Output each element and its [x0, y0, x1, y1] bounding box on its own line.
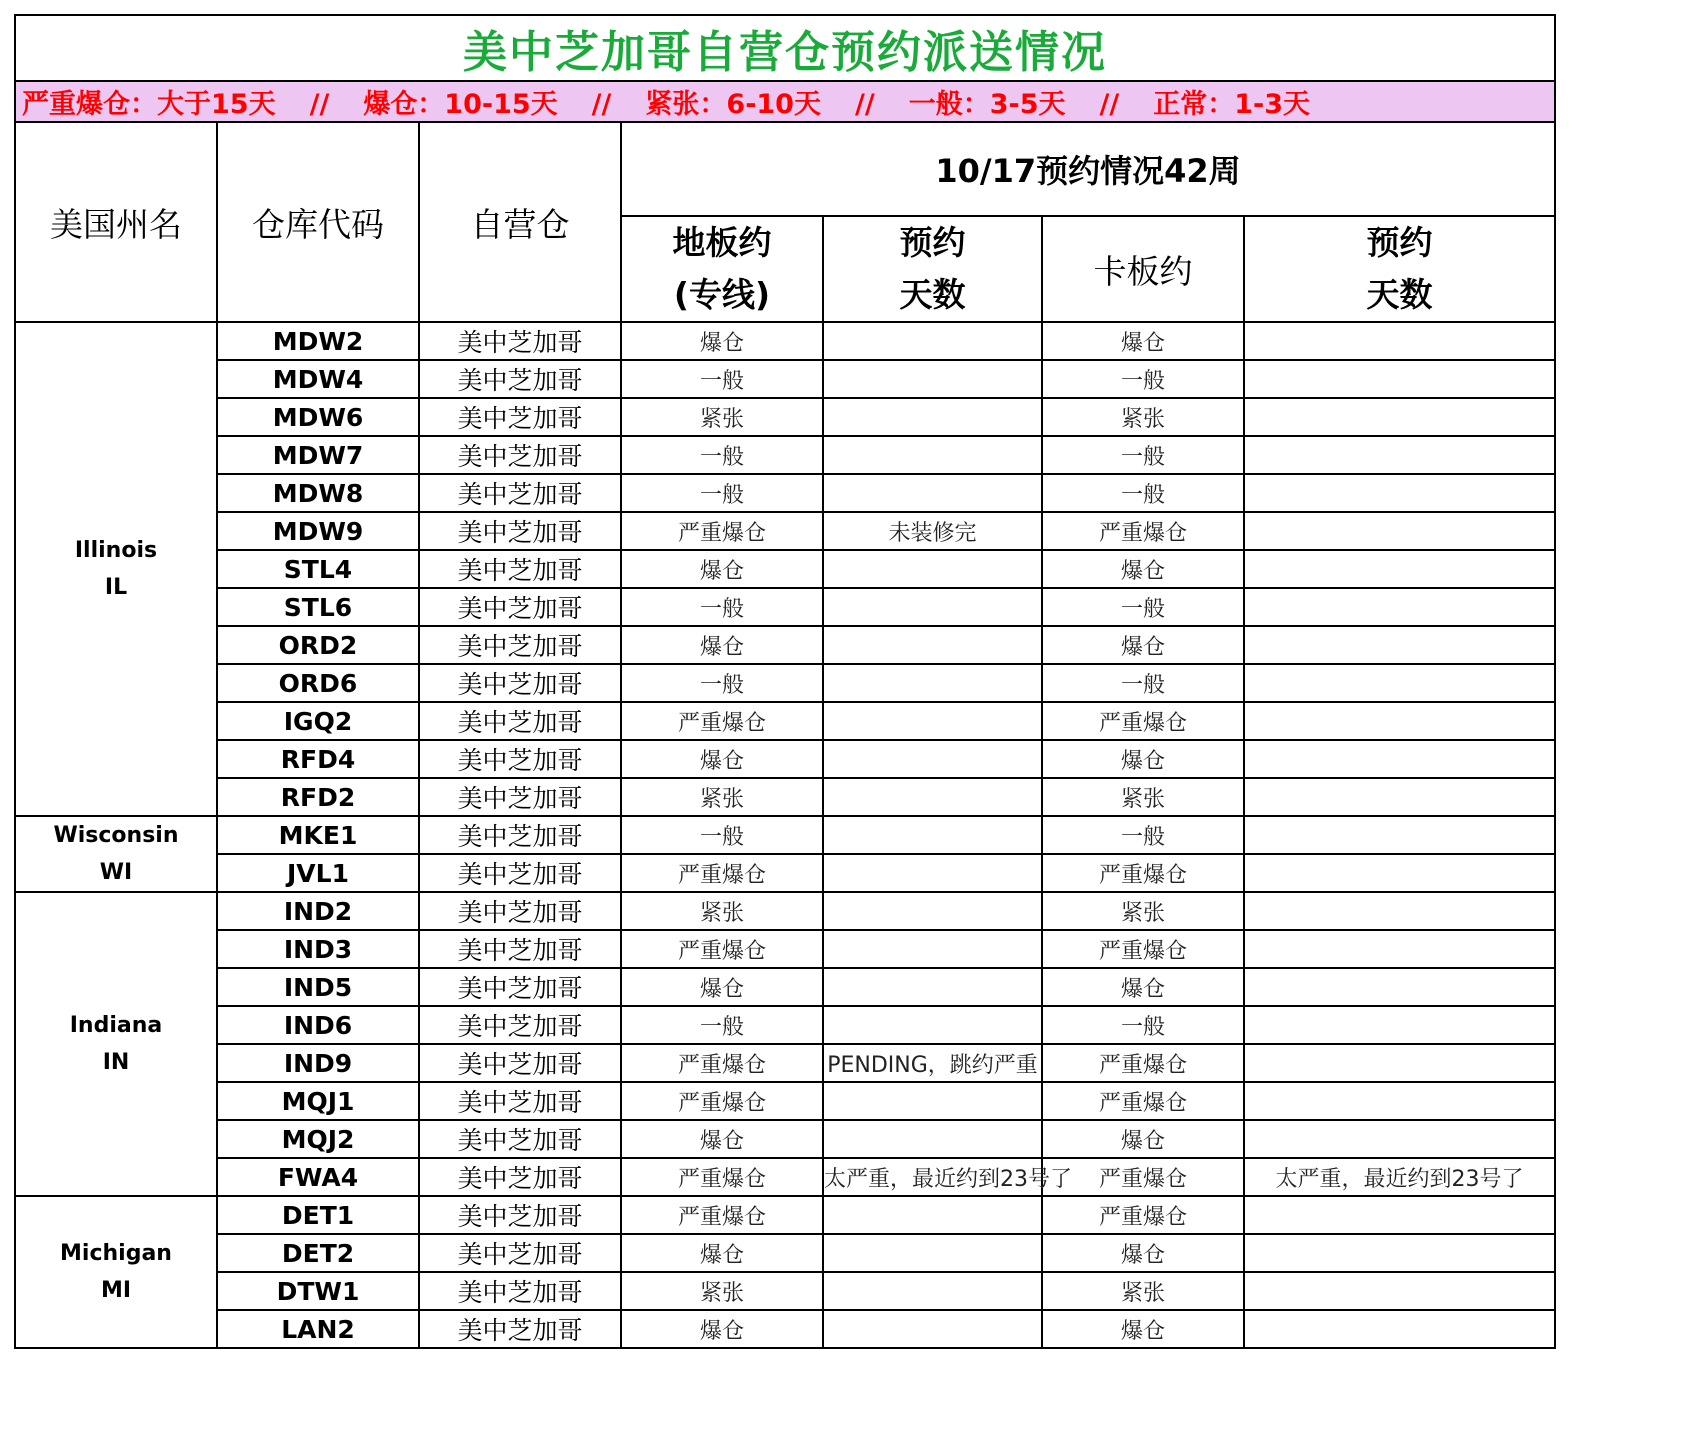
warehouse-name-cell[interactable]: 美中芝加哥 [419, 474, 621, 512]
table-row [15, 588, 1555, 626]
warehouse-code-cell[interactable]: IND5 [217, 968, 419, 1006]
floor-days-cell[interactable] [823, 930, 1042, 968]
state-abbr: IN [102, 1050, 130, 1075]
state-name: Illinois [74, 538, 158, 563]
warehouse-code-cell[interactable]: DTW1 [217, 1272, 419, 1310]
floor-days-cell[interactable] [823, 626, 1042, 664]
warehouse-name-cell[interactable]: 美中芝加哥 [419, 1006, 621, 1044]
floor-days-cell[interactable] [823, 664, 1042, 702]
warehouse-code-cell[interactable]: IND3 [217, 930, 419, 968]
warehouse-name-cell[interactable]: 美中芝加哥 [419, 1082, 621, 1120]
header-pallet-days[interactable] [1244, 216, 1555, 322]
state-name: Wisconsin [53, 823, 179, 848]
pallet-days-cell[interactable] [1244, 740, 1555, 778]
pallet-status-cell[interactable]: 一般 [1042, 360, 1244, 398]
warehouse-code-cell[interactable]: MQJ1 [217, 1082, 419, 1120]
floor-status-cell[interactable]: 严重爆仓 [621, 854, 823, 892]
warehouse-name-cell[interactable]: 美中芝加哥 [419, 1044, 621, 1082]
table-row [15, 702, 1555, 740]
warehouse-code-cell[interactable]: RFD4 [217, 740, 419, 778]
warehouse-code-cell[interactable]: ORD6 [217, 664, 419, 702]
pallet-status-cell[interactable]: 爆仓 [1042, 550, 1244, 588]
floor-status-cell[interactable]: 爆仓 [621, 1120, 823, 1158]
pallet-status-cell[interactable]: 爆仓 [1042, 322, 1244, 360]
floor-days-cell[interactable] [823, 892, 1042, 930]
floor-status-cell[interactable]: 一般 [621, 436, 823, 474]
pallet-days-cell[interactable] [1244, 1196, 1555, 1234]
warehouse-code-cell[interactable]: FWA4 [217, 1158, 419, 1196]
floor-status-cell[interactable]: 一般 [621, 816, 823, 854]
floor-status-cell[interactable]: 爆仓 [621, 968, 823, 1006]
legend-item: 正常：1-3天 [1153, 89, 1311, 120]
pallet-status-cell[interactable]: 紧张 [1042, 1272, 1244, 1310]
floor-days-cell[interactable] [823, 1234, 1042, 1272]
sheet-body [15, 15, 1555, 1348]
warehouse-name-cell[interactable]: 美中芝加哥 [419, 702, 621, 740]
pallet-days-cell[interactable] [1244, 360, 1555, 398]
table-row [15, 930, 1555, 968]
pallet-days-cell[interactable] [1244, 664, 1555, 702]
floor-status-cell[interactable]: 紧张 [621, 892, 823, 930]
table-row [15, 1120, 1555, 1158]
floor-status-cell[interactable]: 一般 [621, 474, 823, 512]
pallet-status-cell[interactable]: 紧张 [1042, 778, 1244, 816]
warehouse-code-cell[interactable]: MKE1 [217, 816, 419, 854]
table-row [15, 816, 1555, 854]
warehouse-code-cell[interactable]: DET1 [217, 1196, 419, 1234]
pallet-days-cell[interactable] [1244, 512, 1555, 550]
pallet-status-cell[interactable]: 严重爆仓 [1042, 854, 1244, 892]
table-row [15, 322, 1555, 360]
warehouse-name-cell[interactable]: 美中芝加哥 [419, 512, 621, 550]
pallet-status-cell[interactable]: 严重爆仓 [1042, 1044, 1244, 1082]
floor-status-cell[interactable]: 严重爆仓 [621, 1158, 823, 1196]
table-row [15, 1272, 1555, 1310]
legend-separator: // [1099, 89, 1120, 120]
warehouse-name-cell[interactable]: 美中芝加哥 [419, 778, 621, 816]
legend-separator: // [309, 89, 330, 120]
floor-days-cell[interactable] [823, 1196, 1042, 1234]
warehouse-code-cell[interactable]: MDW7 [217, 436, 419, 474]
pallet-status-cell[interactable]: 一般 [1042, 588, 1244, 626]
pallet-status-cell[interactable]: 一般 [1042, 474, 1244, 512]
warehouse-name-cell[interactable]: 美中芝加哥 [419, 1310, 621, 1348]
warehouse-code-cell[interactable]: IND9 [217, 1044, 419, 1082]
floor-status-cell[interactable]: 一般 [621, 588, 823, 626]
table-row [15, 892, 1555, 930]
pallet-days-cell[interactable] [1244, 778, 1555, 816]
state-abbr: MI [100, 1278, 132, 1303]
state-cell[interactable] [15, 322, 217, 816]
floor-days-cell[interactable] [823, 436, 1042, 474]
pallet-status-cell[interactable]: 爆仓 [1042, 740, 1244, 778]
warehouse-name-cell[interactable]: 美中芝加哥 [419, 626, 621, 664]
pallet-days-cell[interactable] [1244, 436, 1555, 474]
legend-item: 一般：3-5天 [908, 89, 1066, 120]
table-row [15, 778, 1555, 816]
floor-status-cell[interactable]: 严重爆仓 [621, 512, 823, 550]
pallet-status-cell[interactable]: 严重爆仓 [1042, 512, 1244, 550]
floor-status-cell[interactable]: 爆仓 [621, 550, 823, 588]
pallet-days-cell[interactable] [1244, 930, 1555, 968]
table-row [15, 1044, 1555, 1082]
warehouse-code-cell[interactable]: STL4 [217, 550, 419, 588]
pallet-days-cell[interactable] [1244, 892, 1555, 930]
pallet-days-cell[interactable] [1244, 550, 1555, 588]
floor-days-cell[interactable] [823, 1120, 1042, 1158]
pallet-status-cell[interactable]: 紧张 [1042, 398, 1244, 436]
pallet-status-cell[interactable]: 一般 [1042, 1006, 1244, 1044]
state-cell[interactable] [15, 816, 217, 892]
floor-status-cell[interactable]: 严重爆仓 [621, 1044, 823, 1082]
pallet-days-cell[interactable] [1244, 1120, 1555, 1158]
table-row [15, 664, 1555, 702]
warehouse-name-cell[interactable]: 美中芝加哥 [419, 550, 621, 588]
pallet-days-cell[interactable] [1244, 1082, 1555, 1120]
pallet-days-cell[interactable] [1244, 1044, 1555, 1082]
pallet-days-cell[interactable] [1244, 1310, 1555, 1348]
state-abbr: IL [104, 575, 128, 600]
header-floor-days-line2: 天数 [899, 275, 966, 314]
warehouse-name-cell[interactable]: 美中芝加哥 [419, 1196, 621, 1234]
table-row [15, 550, 1555, 588]
pallet-status-cell[interactable]: 爆仓 [1042, 626, 1244, 664]
floor-status-cell[interactable]: 严重爆仓 [621, 1196, 823, 1234]
warehouse-code-cell[interactable]: IND6 [217, 1006, 419, 1044]
table-row [15, 398, 1555, 436]
legend-separator: // [591, 89, 612, 120]
pallet-status-cell[interactable]: 一般 [1042, 664, 1244, 702]
state-abbr: WI [99, 860, 133, 885]
pallet-status-cell[interactable]: 严重爆仓 [1042, 1196, 1244, 1234]
warehouse-code-cell[interactable]: MDW8 [217, 474, 419, 512]
spreadsheet-table [14, 14, 1556, 1349]
header-floor-line1: 地板约 [672, 223, 772, 262]
table-row [15, 512, 1555, 550]
floor-days-cell[interactable] [823, 1006, 1042, 1044]
pallet-days-cell[interactable] [1244, 702, 1555, 740]
table-row [15, 1196, 1555, 1234]
floor-days-cell[interactable] [823, 398, 1042, 436]
warehouse-name-cell[interactable]: 美中芝加哥 [419, 322, 621, 360]
floor-status-cell[interactable]: 爆仓 [621, 322, 823, 360]
legend-separator: // [854, 89, 875, 120]
state-cell[interactable] [15, 1196, 217, 1348]
header-code[interactable]: 仓库代码 [217, 122, 419, 322]
state-cell[interactable] [15, 892, 217, 1196]
warehouse-code-cell[interactable]: ORD2 [217, 626, 419, 664]
legend-row[interactable] [15, 81, 1555, 122]
legend-item: 紧张：6-10天 [645, 89, 821, 120]
floor-days-cell[interactable] [823, 778, 1042, 816]
floor-status-cell[interactable]: 紧张 [621, 778, 823, 816]
warehouse-code-cell[interactable]: MDW2 [217, 322, 419, 360]
sheet-title[interactable]: 美中芝加哥自营仓预约派送情况 [15, 15, 1555, 81]
table-row [15, 360, 1555, 398]
pallet-status-cell[interactable]: 严重爆仓 [1042, 702, 1244, 740]
header-week[interactable]: 10/17预约情况42周 [621, 122, 1555, 216]
header-state[interactable]: 美国州名 [15, 122, 217, 322]
warehouse-name-cell[interactable]: 美中芝加哥 [419, 1120, 621, 1158]
floor-status-cell[interactable]: 一般 [621, 1006, 823, 1044]
header-pallet-days-line1: 预约 [1366, 223, 1433, 262]
floor-status-cell[interactable]: 爆仓 [621, 1234, 823, 1272]
pallet-status-cell[interactable]: 严重爆仓 [1042, 1158, 1244, 1196]
floor-status-cell[interactable]: 严重爆仓 [621, 1082, 823, 1120]
floor-days-cell[interactable] [823, 322, 1042, 360]
warehouse-name-cell[interactable]: 美中芝加哥 [419, 1158, 621, 1196]
table-row [15, 1234, 1555, 1272]
table-row [15, 1082, 1555, 1120]
warehouse-code-cell[interactable]: MDW6 [217, 398, 419, 436]
table-row [15, 1158, 1555, 1196]
floor-status-cell[interactable]: 爆仓 [621, 1310, 823, 1348]
table-row [15, 740, 1555, 778]
pallet-status-cell[interactable]: 严重爆仓 [1042, 1082, 1244, 1120]
warehouse-code-cell[interactable]: MDW4 [217, 360, 419, 398]
warehouse-name-cell[interactable]: 美中芝加哥 [419, 398, 621, 436]
table-row [15, 626, 1555, 664]
header-warehouse[interactable]: 自营仓 [419, 122, 621, 322]
floor-days-cell[interactable] [823, 1310, 1042, 1348]
table-row [15, 436, 1555, 474]
floor-days-cell[interactable] [823, 816, 1042, 854]
warehouse-name-cell[interactable]: 美中芝加哥 [419, 968, 621, 1006]
pallet-status-cell[interactable]: 爆仓 [1042, 1310, 1244, 1348]
warehouse-name-cell[interactable]: 美中芝加哥 [419, 664, 621, 702]
warehouse-name-cell[interactable]: 美中芝加哥 [419, 892, 621, 930]
warehouse-code-cell[interactable]: IGQ2 [217, 702, 419, 740]
floor-status-cell[interactable]: 紧张 [621, 398, 823, 436]
floor-days-cell[interactable] [823, 360, 1042, 398]
floor-days-cell[interactable] [823, 588, 1042, 626]
floor-status-cell[interactable]: 爆仓 [621, 626, 823, 664]
warehouse-name-cell[interactable]: 美中芝加哥 [419, 1272, 621, 1310]
pallet-days-cell[interactable] [1244, 1234, 1555, 1272]
pallet-days-cell[interactable] [1244, 1006, 1555, 1044]
pallet-days-cell[interactable] [1244, 474, 1555, 512]
pallet-days-cell[interactable] [1244, 398, 1555, 436]
floor-status-cell[interactable]: 严重爆仓 [621, 930, 823, 968]
pallet-days-cell[interactable] [1244, 322, 1555, 360]
warehouse-name-cell[interactable]: 美中芝加哥 [419, 816, 621, 854]
warehouse-name-cell[interactable]: 美中芝加哥 [419, 588, 621, 626]
floor-days-cell[interactable] [823, 1082, 1042, 1120]
warehouse-code-cell[interactable]: IND2 [217, 892, 419, 930]
warehouse-code-cell[interactable]: MQJ2 [217, 1120, 419, 1158]
warehouse-code-cell[interactable]: JVL1 [217, 854, 419, 892]
header-pallet-days-line2: 天数 [1366, 275, 1433, 314]
header-floor-days[interactable] [823, 216, 1042, 322]
floor-days-cell[interactable] [823, 854, 1042, 892]
warehouse-code-cell[interactable]: LAN2 [217, 1310, 419, 1348]
warehouse-code-cell[interactable]: DET2 [217, 1234, 419, 1272]
pallet-status-cell[interactable]: 紧张 [1042, 892, 1244, 930]
pallet-days-cell[interactable] [1244, 968, 1555, 1006]
pallet-status-cell[interactable]: 爆仓 [1042, 968, 1244, 1006]
pallet-days-cell[interactable] [1244, 854, 1555, 892]
pallet-days-cell[interactable] [1244, 816, 1555, 854]
header-floor-line2: (专线) [673, 275, 771, 314]
floor-days-cell[interactable]: 太严重，最近约到23号了 [823, 1158, 1042, 1196]
legend-item: 爆仓：10-15天 [363, 89, 558, 120]
header-pallet[interactable]: 卡板约 [1042, 216, 1244, 322]
warehouse-name-cell[interactable]: 美中芝加哥 [419, 930, 621, 968]
pallet-days-cell[interactable]: 太严重，最近约到23号了 [1244, 1158, 1555, 1196]
table-row [15, 854, 1555, 892]
floor-days-cell[interactable]: PENDING，跳约严重 [823, 1044, 1042, 1082]
state-name: Indiana [69, 1013, 163, 1038]
floor-status-cell[interactable]: 一般 [621, 360, 823, 398]
floor-days-cell[interactable] [823, 740, 1042, 778]
header-floor-days-line1: 预约 [899, 223, 966, 262]
pallet-status-cell[interactable]: 爆仓 [1042, 1120, 1244, 1158]
table-row [15, 1006, 1555, 1044]
warehouse-name-cell[interactable]: 美中芝加哥 [419, 740, 621, 778]
floor-days-cell[interactable] [823, 474, 1042, 512]
warehouse-code-cell[interactable]: RFD2 [217, 778, 419, 816]
pallet-status-cell[interactable]: 爆仓 [1042, 1234, 1244, 1272]
floor-status-cell[interactable]: 严重爆仓 [621, 702, 823, 740]
floor-days-cell[interactable] [823, 1272, 1042, 1310]
pallet-days-cell[interactable] [1244, 588, 1555, 626]
pallet-days-cell[interactable] [1244, 626, 1555, 664]
table-row [15, 474, 1555, 512]
warehouse-code-cell[interactable]: MDW9 [217, 512, 419, 550]
pallet-status-cell[interactable]: 严重爆仓 [1042, 930, 1244, 968]
warehouse-name-cell[interactable]: 美中芝加哥 [419, 854, 621, 892]
warehouse-name-cell[interactable]: 美中芝加哥 [419, 360, 621, 398]
floor-days-cell[interactable] [823, 550, 1042, 588]
floor-status-cell[interactable]: 紧张 [621, 1272, 823, 1310]
table-row [15, 1310, 1555, 1348]
floor-days-cell[interactable] [823, 968, 1042, 1006]
pallet-days-cell[interactable] [1244, 1272, 1555, 1310]
state-name: Michigan [60, 1241, 172, 1266]
floor-days-cell[interactable] [823, 702, 1042, 740]
floor-days-cell[interactable]: 未装修完 [823, 512, 1042, 550]
floor-status-cell[interactable]: 一般 [621, 664, 823, 702]
table-row [15, 968, 1555, 1006]
header-floor[interactable] [621, 216, 823, 322]
pallet-status-cell[interactable]: 一般 [1042, 436, 1244, 474]
pallet-status-cell[interactable]: 一般 [1042, 816, 1244, 854]
warehouse-name-cell[interactable]: 美中芝加哥 [419, 436, 621, 474]
floor-status-cell[interactable]: 爆仓 [621, 740, 823, 778]
warehouse-name-cell[interactable]: 美中芝加哥 [419, 1234, 621, 1272]
warehouse-code-cell[interactable]: STL6 [217, 588, 419, 626]
legend-item: 严重爆仓：大于15天 [22, 89, 276, 120]
